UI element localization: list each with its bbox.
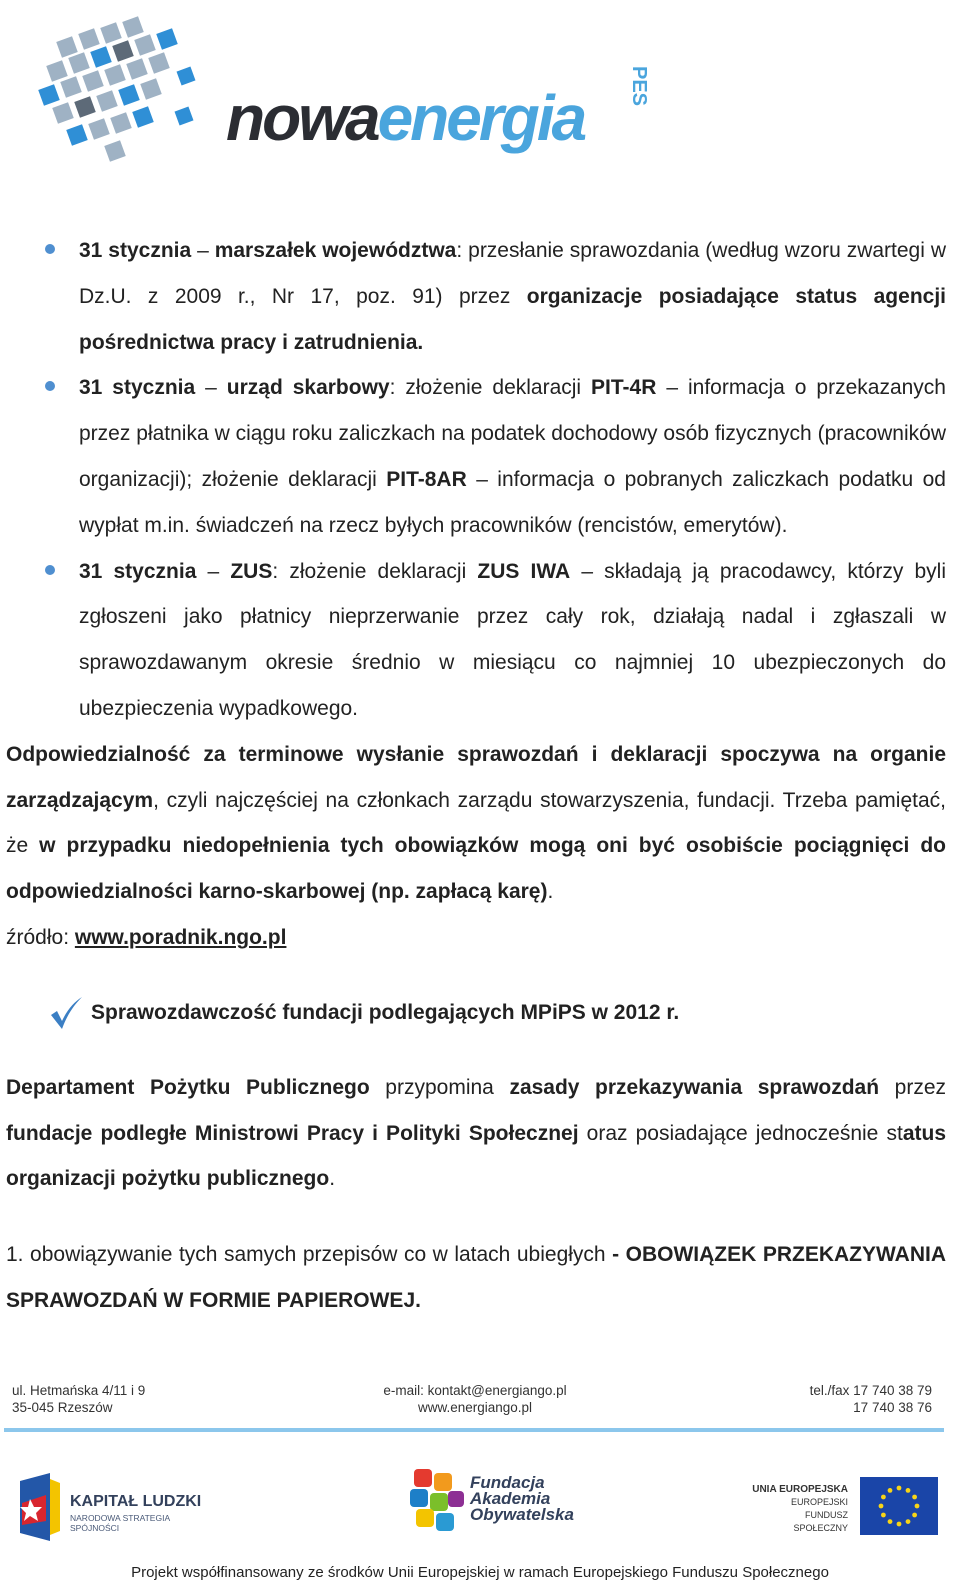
ue-line3: FUNDUSZ SPOŁECZNY bbox=[793, 1510, 848, 1533]
list-item bbox=[6, 365, 946, 548]
faf-line2: Akademia bbox=[470, 1489, 551, 1508]
office-name: urząd skarbowy bbox=[226, 376, 390, 400]
bullet-icon bbox=[45, 565, 55, 575]
address-street: ul. Hetmańska 4/11 i 9 bbox=[12, 1383, 146, 1398]
deadline-date: 31 stycznia bbox=[79, 559, 197, 583]
item-bold: organizacje posiadające status agencji pośrednictwa pracy i zatrudnienia. bbox=[79, 284, 946, 354]
footer-tel: tel./fax 17 740 38 79 bbox=[809, 1383, 932, 1398]
paragraph-text: przez bbox=[879, 1075, 947, 1099]
footer-phone bbox=[810, 1382, 932, 1416]
paragraph-text: , czyli najczęściej na członkach zarządu stowarzyszenia, fundacji. Trzeba pamiętać, że bbox=[6, 788, 946, 858]
eu-logo bbox=[752, 1473, 942, 1543]
item-text: : złożenie deklaracji bbox=[272, 559, 478, 583]
paragraph-bold: Departament Pożytku Publicznego bbox=[6, 1075, 370, 1099]
deadline-date: 31 stycznia bbox=[79, 376, 196, 400]
responsibility-paragraph bbox=[6, 732, 946, 915]
item-text: : złożenie deklaracji bbox=[389, 376, 592, 400]
item-text: – składają ją pracodawcy, którzy byli zgłoszeni jako płatnicy nieprzerwanie przez cały rok, działają nadal i zgłaszali w sprawozdawanym okresie średnio w miesiącu co najmniej 10 ubezpieczonych do ubezpieczenia wypadkowego. bbox=[79, 559, 946, 720]
paragraph-bold: Odpowiedzialność za terminowe wysłanie sprawozdań i deklaracji spoczywa na organie zarządzającym bbox=[6, 742, 946, 812]
logo-pes: PES bbox=[628, 66, 650, 107]
item-bold: - OBOWIĄZEK PRZEKAZYWANIA SPRAWOZDAŃ W FORMIE PAPIEROWEJ. bbox=[6, 1243, 946, 1312]
cube-logo-icon bbox=[18, 8, 218, 183]
fundacja-akademia-obywatelska-logo bbox=[408, 1465, 608, 1545]
document-body bbox=[6, 228, 946, 1324]
faf-line1: Fundacja bbox=[470, 1473, 545, 1492]
logo-wordmark bbox=[226, 66, 650, 154]
paragraph-text: przypomina bbox=[369, 1075, 510, 1099]
address-city: 35-045 Rzeszów bbox=[12, 1400, 113, 1415]
cofinancing-note: Projekt współfinansowany ze środków Unii Europejskiej w ramach Europejskiego Funduszu Społecznego bbox=[131, 1564, 829, 1581]
eu-flag-icon bbox=[860, 1477, 938, 1535]
list-item bbox=[6, 549, 946, 732]
list-item bbox=[6, 228, 946, 365]
bullet-icon bbox=[45, 244, 55, 254]
logo-energia: energia bbox=[377, 82, 585, 154]
kl-subtitle: NARODOWA STRATEGIA SPÓJNOŚCI bbox=[70, 1513, 170, 1533]
footer-email[interactable]: e-mail: kontakt@energiango.pl bbox=[383, 1383, 567, 1398]
paragraph-bold: fundacje podległe Ministrowi Pracy i Polityki Społecznej bbox=[6, 1121, 579, 1145]
kl-title: KAPITAŁ LUDZKI bbox=[70, 1493, 202, 1510]
footer-tel2: 17 740 38 76 bbox=[853, 1400, 932, 1415]
checkmark-icon bbox=[48, 995, 84, 1031]
item-bold: PIT-4R bbox=[591, 376, 657, 400]
footer-www[interactable]: www.energiango.pl bbox=[417, 1400, 533, 1415]
kapital-ludzki-icon bbox=[16, 1473, 62, 1541]
paragraph-bold: atus organizacji pożytku publicznego bbox=[6, 1121, 946, 1191]
logo-nowa: nowa bbox=[226, 82, 378, 154]
footer-divider bbox=[4, 1428, 944, 1432]
office-name: ZUS bbox=[230, 559, 273, 583]
footer-address bbox=[12, 1382, 145, 1416]
ue-line2: EUROPEJSKI bbox=[790, 1497, 848, 1507]
paragraph-bold: zasady przekazywania sprawozdań bbox=[509, 1075, 880, 1099]
department-paragraph bbox=[6, 1065, 946, 1202]
kapital-ludzki-logo bbox=[16, 1473, 216, 1543]
dash: – bbox=[196, 559, 231, 583]
item-text: 1. obowiązywanie tych samych przepisów co w latach ubiegłych bbox=[6, 1243, 613, 1267]
puzzle-icon bbox=[408, 1465, 468, 1537]
bullet-icon bbox=[45, 381, 55, 391]
ue-title: UNIA EUROPEJSKA bbox=[752, 1484, 848, 1495]
source-link[interactable]: www.poradnik.ngo.pl bbox=[74, 925, 287, 949]
item-bold: PIT-8AR bbox=[386, 467, 467, 491]
section-heading bbox=[6, 989, 946, 1037]
sponsor-logos bbox=[0, 1465, 960, 1555]
footer-contact bbox=[12, 1382, 942, 1416]
item-text: – informacja o przekazanych przez płatnika w ciągu roku zaliczkach na podatek dochodowy osób fizycznych (pracowników organizacji); złożenie deklaracji bbox=[79, 376, 946, 491]
nowa-energia-logo bbox=[18, 8, 678, 183]
item-text: : przesłanie sprawozdania (według wzoru zwartegi w Dz.U. z 2009 r., Nr 17, poz. 91) przez bbox=[79, 239, 946, 308]
section-title: Sprawozdawczość fundacji podlegających MPiPS w 2012 r. bbox=[91, 1000, 680, 1024]
office-name: marszałek województwa bbox=[214, 239, 457, 262]
dash: – bbox=[195, 376, 227, 400]
source-line bbox=[6, 915, 946, 961]
source-label: źródło: bbox=[6, 925, 75, 949]
item-text: – informacja o pobranych zaliczkach podatku od wypłat m.in. świadczeń na rzecz byłych pracowników (rencistów, emerytów). bbox=[79, 467, 946, 537]
paragraph-bold: w przypadku niedopełnienia tych obowiązków mogą oni być osobiście pociągnięci do odpowiedzialności karno-skarbowej (np. zapłacą karę) bbox=[6, 834, 947, 904]
paragraph-text: . bbox=[329, 1167, 336, 1191]
numbered-item-1 bbox=[6, 1232, 946, 1324]
footer-web bbox=[380, 1382, 570, 1416]
faf-line3: Obywatelska bbox=[470, 1505, 574, 1524]
deadline-date: 31 stycznia bbox=[79, 239, 192, 262]
paragraph-text: oraz posiadające jednocześnie st bbox=[578, 1121, 903, 1145]
deadline-list bbox=[6, 228, 946, 732]
paragraph-text: . bbox=[547, 880, 554, 904]
item-bold: ZUS IWA bbox=[477, 559, 571, 583]
dash: – bbox=[191, 239, 215, 262]
